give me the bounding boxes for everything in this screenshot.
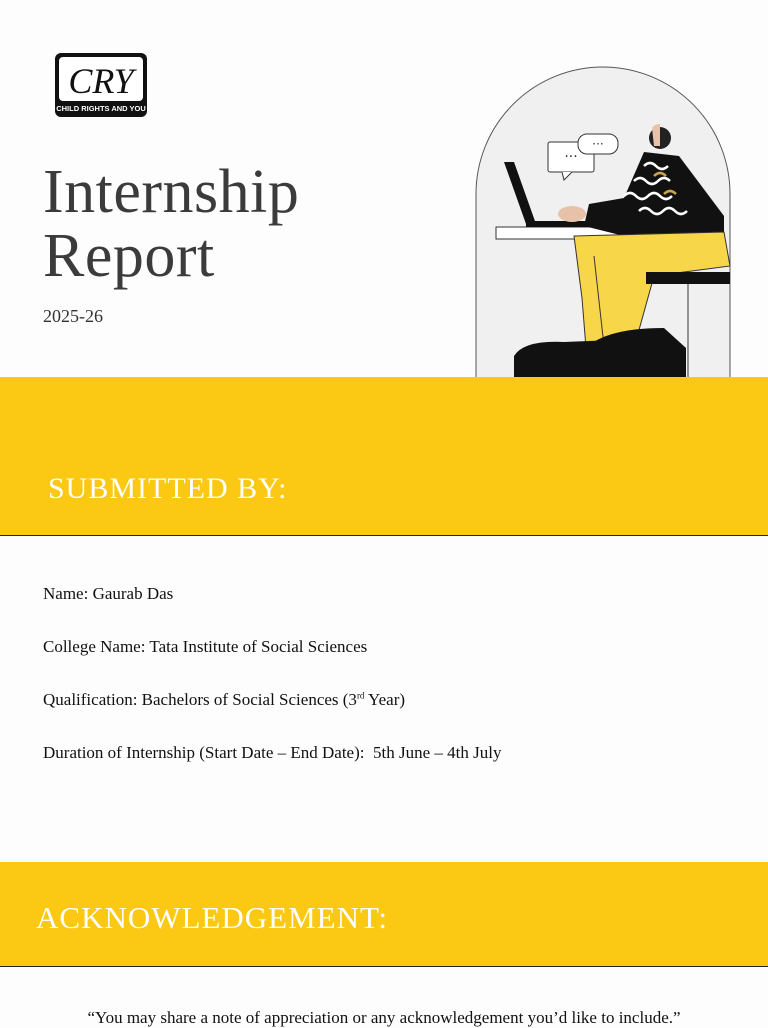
qualification-row (43, 690, 501, 743)
page-title (43, 160, 299, 288)
name-label: Name: (43, 584, 89, 603)
duration-value: 5th June – 4th July (373, 743, 502, 762)
acknowledgement-heading: ACKNOWLEDGEMENT: (36, 900, 388, 935)
cry-logo (55, 53, 147, 117)
title-line-1: Internship (43, 158, 300, 226)
ordinal-suffix: rd (356, 690, 365, 701)
name-row (43, 584, 501, 637)
svg-text:···: ··· (592, 137, 604, 151)
qualification-text: Bachelors of Social Sciences (3 (141, 690, 357, 709)
qualification-value (142, 690, 405, 709)
person-at-laptop-illustration (474, 66, 732, 378)
college-value: Tata Institute of Social Sciences (149, 637, 368, 656)
report-year: 2025-26 (43, 306, 103, 326)
svg-text:···: ··· (564, 149, 578, 165)
duration-label: Duration of Internship (Start Date – End Date): (43, 743, 365, 762)
qualification-label: Qualification: (43, 690, 138, 709)
submitted-by-heading: SUBMITTED BY: (48, 472, 288, 505)
svg-text:CRY: CRY (68, 61, 134, 101)
acknowledgement-text: “You may share a note of appreciation or any acknowledgement you’d like to include.” (87, 1008, 681, 1027)
qualification-year: Year) (364, 690, 406, 709)
title-line-2: Report (43, 222, 215, 290)
name-value: Gaurab Das (92, 584, 174, 603)
submitter-details (43, 584, 501, 796)
svg-text:CHILD RIGHTS AND YOU: CHILD RIGHTS AND YOU (56, 104, 146, 113)
duration-row (43, 743, 501, 796)
college-label: College Name: (43, 637, 146, 656)
college-row (43, 637, 501, 690)
